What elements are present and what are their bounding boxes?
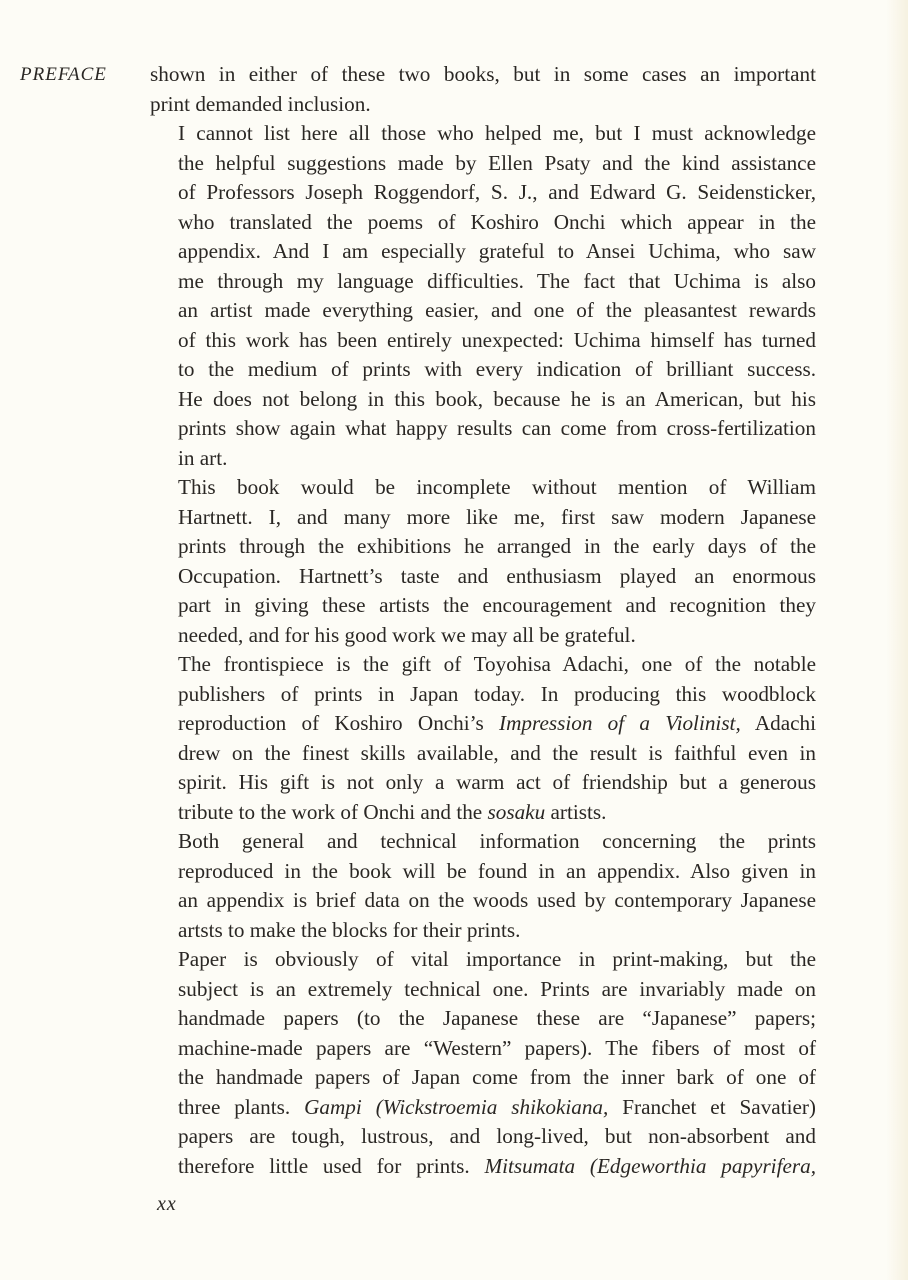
text-line bbox=[150, 296, 816, 326]
text-line bbox=[150, 178, 816, 208]
text-line bbox=[150, 355, 816, 385]
text-line bbox=[150, 444, 816, 474]
text-run: an artist made everything easier, and one of the pleasantest rewards bbox=[178, 298, 816, 322]
text-line bbox=[150, 650, 816, 680]
text-line bbox=[150, 473, 816, 503]
text-run: three plants. bbox=[178, 1094, 305, 1119]
text-line bbox=[150, 208, 816, 238]
text-run: prints show again what happy results can come from cross-fertilization bbox=[178, 416, 816, 440]
text-run: Occupation. Hartnett’s taste and enthusiasm played an enormous bbox=[178, 563, 816, 588]
text-run: machine-made papers are “Western” papers). The fibers of most of bbox=[178, 1035, 816, 1060]
text-line bbox=[150, 975, 816, 1005]
text-run: needed, and for his good work we may all be grateful. bbox=[178, 622, 636, 647]
text-run: prints through the exhibitions he arranged in the early days of the bbox=[178, 534, 816, 558]
text-line bbox=[150, 503, 816, 533]
text-run: subject is an extremely technical one. Prints are invariably made on bbox=[178, 976, 816, 1001]
text-run: artsts to make the blocks for their prints. bbox=[178, 917, 521, 942]
text-line bbox=[150, 1152, 816, 1182]
text-line bbox=[150, 945, 816, 975]
text-line bbox=[150, 591, 816, 621]
text-run: in art. bbox=[178, 445, 228, 470]
text-run: This book would be incomplete without mention of William bbox=[178, 475, 816, 499]
page-edge-shadow bbox=[886, 0, 908, 1280]
italic-text: Mitsumata (Edgeworthia papyrifera, bbox=[484, 1153, 816, 1178]
text-run: Hartnett. I, and many more like me, first saw modern Japanese bbox=[178, 504, 816, 529]
paragraph bbox=[150, 650, 816, 827]
body-text bbox=[150, 60, 816, 1181]
text-line bbox=[150, 1034, 816, 1064]
text-line bbox=[150, 562, 816, 592]
text-run: who translated the poems of Koshiro Onchi which appear in the bbox=[178, 209, 816, 234]
text-run: Adachi bbox=[740, 711, 817, 735]
running-head: PREFACE bbox=[20, 64, 107, 85]
text-run: to the medium of prints with every indication of brilliant success. bbox=[178, 357, 816, 381]
text-run: appendix. And I am especially grateful to Ansei Uchima, who saw bbox=[178, 239, 816, 263]
text-run: therefore little used for prints. bbox=[178, 1153, 485, 1178]
text-run: of this work has been entirely unexpected: Uchima himself has turned bbox=[178, 327, 816, 352]
text-run: part in giving these artists the encouragement and recognition they bbox=[178, 593, 816, 617]
text-line bbox=[150, 857, 816, 887]
text-run: drew on the finest skills available, and the result is faithful even in bbox=[178, 740, 816, 765]
paragraph bbox=[150, 827, 816, 945]
text-line bbox=[150, 90, 816, 120]
text-line bbox=[150, 886, 816, 916]
paragraph bbox=[150, 60, 816, 119]
text-line bbox=[150, 916, 816, 946]
italic-text: Impression of a Violinist, bbox=[499, 711, 741, 735]
paragraph bbox=[150, 473, 816, 650]
text-run: publishers of prints in Japan today. In producing this woodblock bbox=[178, 681, 816, 706]
text-run: Franchet et Savatier) bbox=[608, 1094, 816, 1119]
text-run: print demanded inclusion. bbox=[150, 91, 371, 116]
text-line bbox=[150, 768, 816, 798]
text-run: of Professors Joseph Roggendorf, S. J., and Edward G. Seidensticker, bbox=[178, 180, 816, 204]
paragraph bbox=[150, 945, 816, 1181]
text-line bbox=[150, 709, 816, 739]
text-run: Paper is obviously of vital importance in print-making, but the bbox=[178, 947, 816, 971]
text-run: an appendix is brief data on the woods used by contemporary Japanese bbox=[178, 888, 816, 912]
text-line bbox=[150, 739, 816, 769]
text-line bbox=[150, 1122, 816, 1152]
text-line bbox=[150, 414, 816, 444]
text-line bbox=[150, 798, 816, 828]
text-run: I cannot list here all those who helped me, but I must acknowledge bbox=[178, 121, 816, 145]
text-line bbox=[150, 1093, 816, 1123]
text-line bbox=[150, 237, 816, 267]
text-line bbox=[150, 149, 816, 179]
text-line bbox=[150, 827, 816, 857]
text-run: Both general and technical information concerning the prints bbox=[178, 829, 816, 853]
text-run: reproduced in the book will be found in an appendix. Also given in bbox=[178, 858, 816, 883]
text-run: the handmade papers of Japan come from the inner bark of one of bbox=[178, 1065, 816, 1089]
text-run: papers are tough, lustrous, and long-lived, but non-absorbent and bbox=[178, 1124, 816, 1148]
text-line bbox=[150, 385, 816, 415]
italic-text: Gampi (Wickstroemia shikokiana, bbox=[304, 1094, 609, 1119]
text-run: artists. bbox=[545, 799, 607, 824]
text-run: The frontispiece is the gift of Toyohisa Adachi, one of the notable bbox=[178, 652, 816, 676]
text-line bbox=[150, 1004, 816, 1034]
text-line bbox=[150, 119, 816, 149]
paragraph bbox=[150, 119, 816, 473]
text-line bbox=[150, 621, 816, 651]
italic-text: sosaku bbox=[487, 799, 546, 824]
text-line bbox=[150, 326, 816, 356]
text-run: shown in either of these two books, but in some cases an important bbox=[150, 62, 816, 86]
page-number: xx bbox=[157, 1193, 177, 1215]
text-run: reproduction of Koshiro Onchi’s bbox=[178, 711, 500, 735]
text-run: spirit. His gift is not only a warm act of friendship but a generous bbox=[178, 770, 816, 794]
text-run: handmade papers (to the Japanese these are “Japanese” papers; bbox=[178, 1006, 816, 1030]
text-line bbox=[150, 60, 816, 90]
text-line bbox=[150, 1063, 816, 1093]
text-run: tribute to the work of Onchi and the bbox=[178, 799, 488, 824]
text-line bbox=[150, 267, 816, 297]
text-run: me through my language difficulties. The fact that Uchima is also bbox=[178, 268, 816, 293]
text-run: He does not belong in this book, because he is an American, but his bbox=[178, 386, 816, 411]
text-line bbox=[150, 532, 816, 562]
text-run: the helpful suggestions made by Ellen Psaty and the kind assistance bbox=[178, 150, 816, 175]
text-line bbox=[150, 680, 816, 710]
